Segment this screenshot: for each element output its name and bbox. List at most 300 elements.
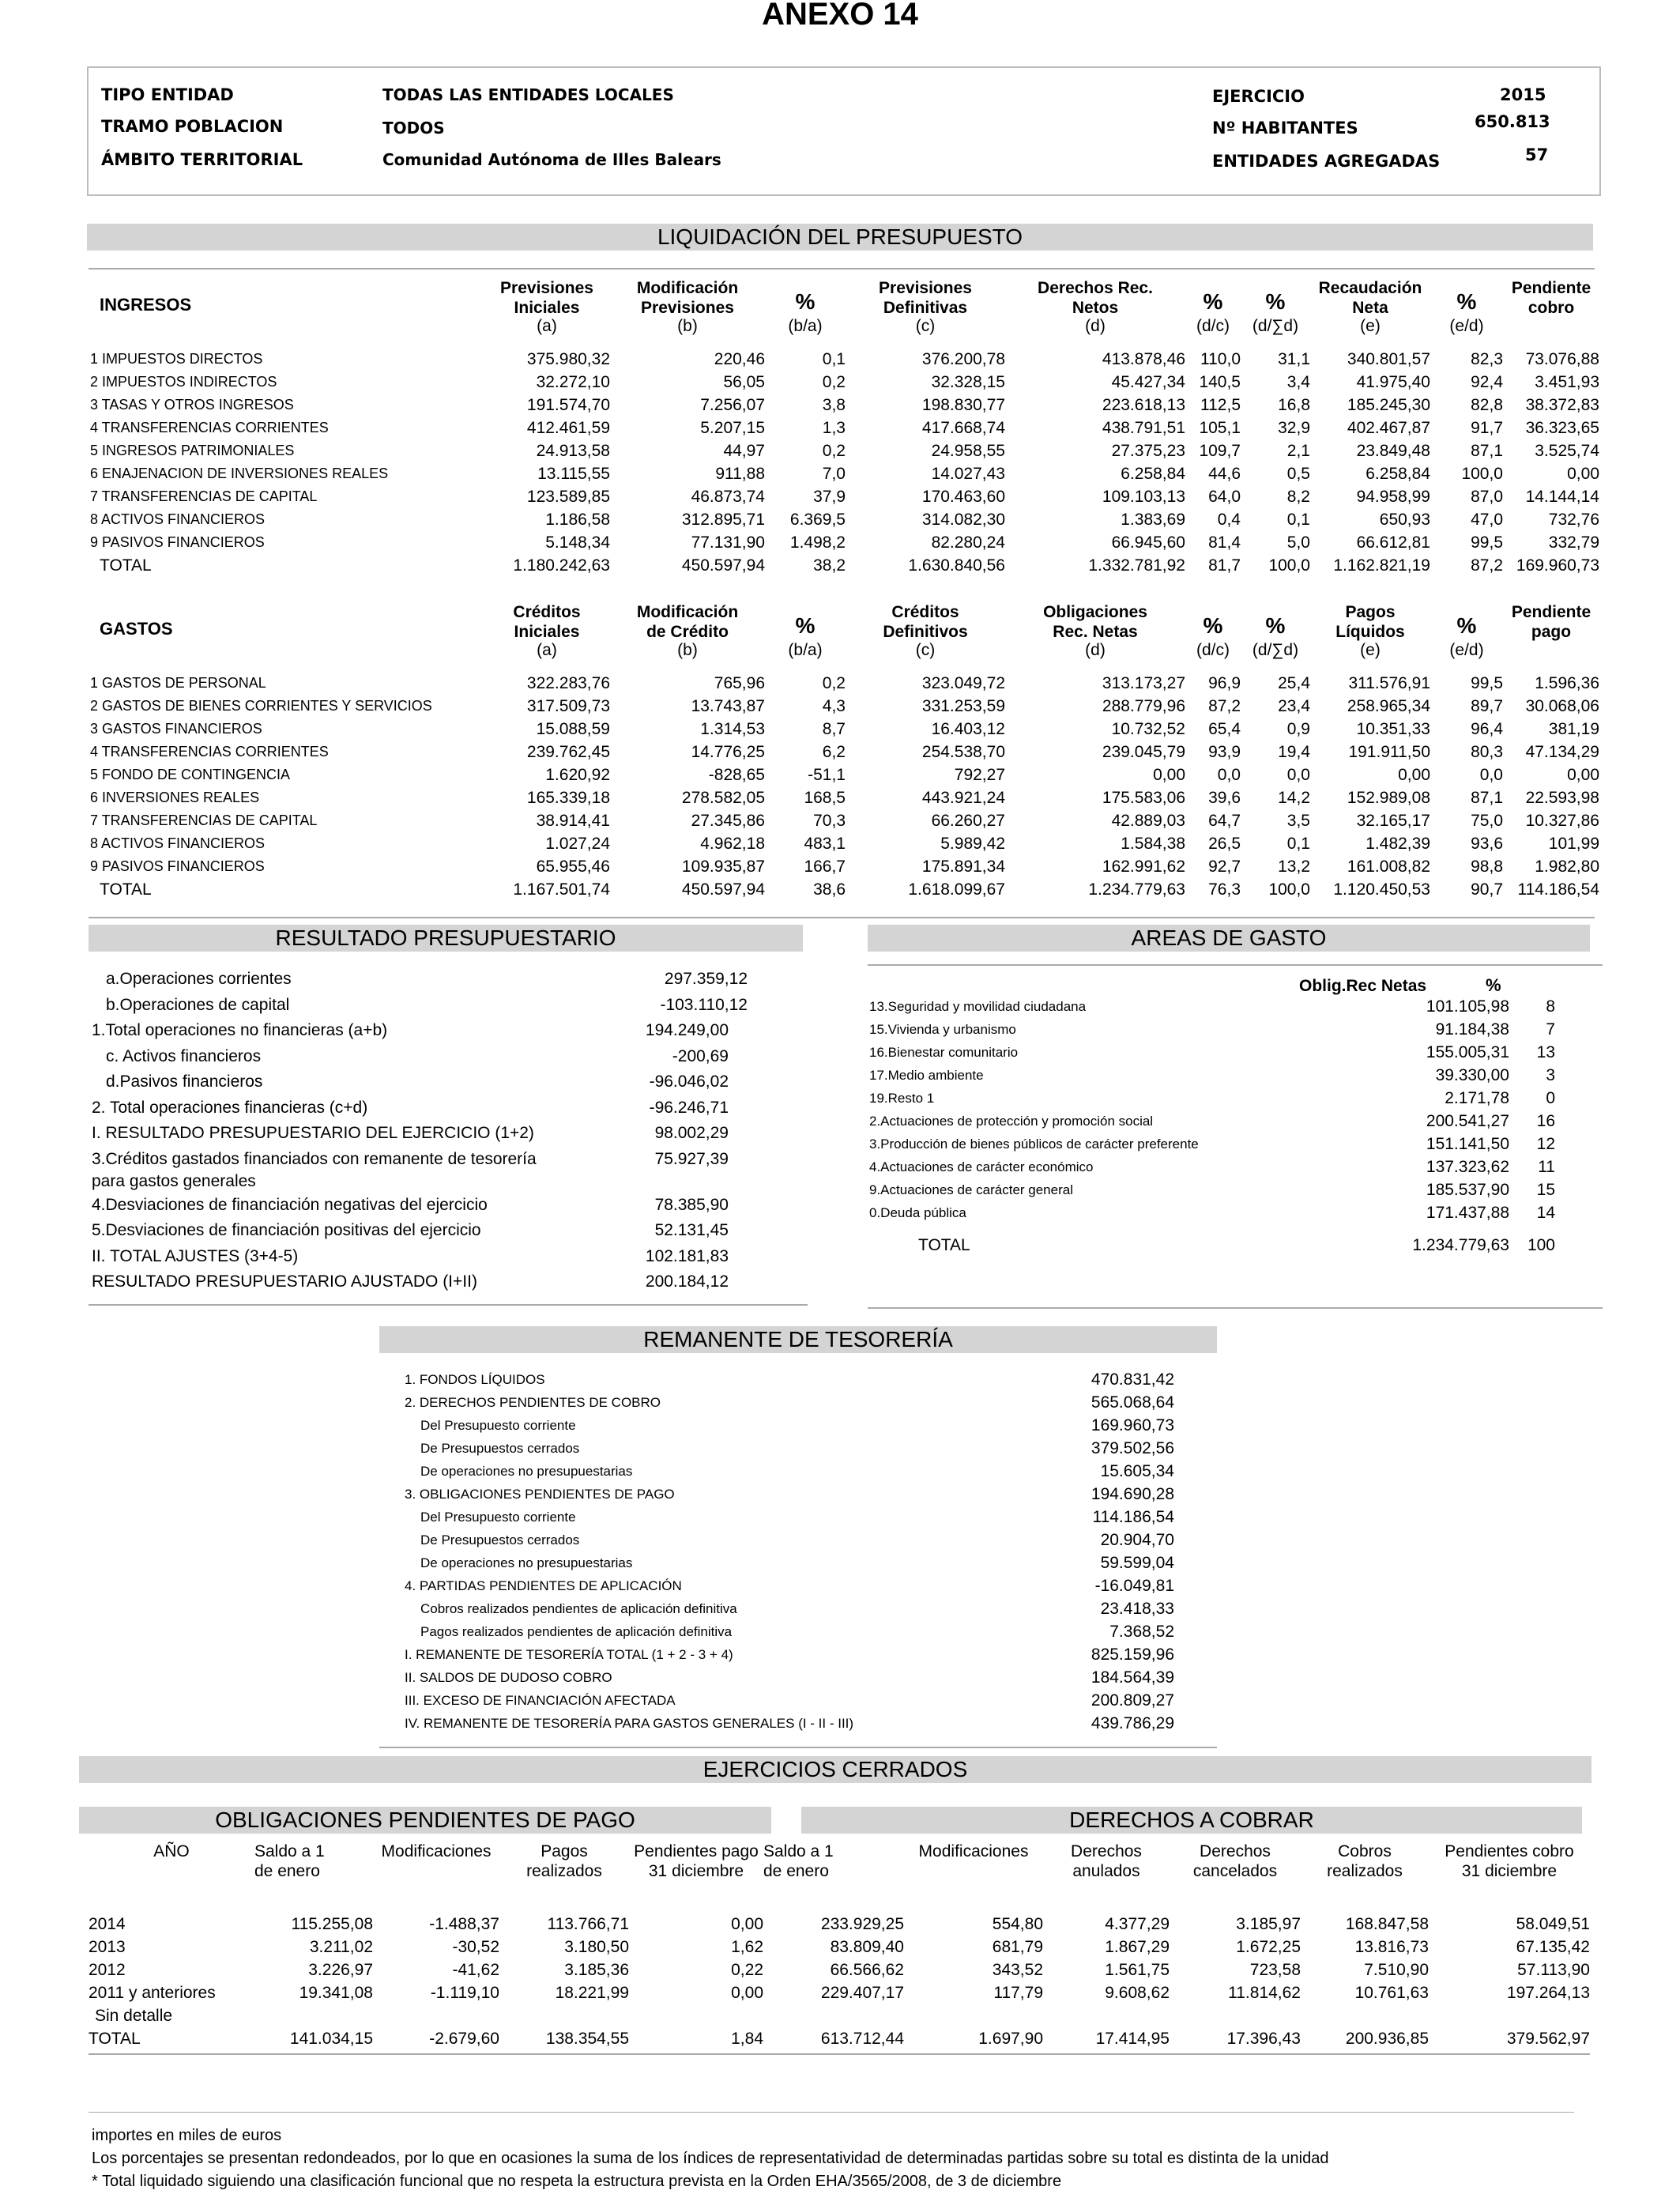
- spacer: [89, 337, 1599, 348]
- col-header-line2: Neta: [1352, 299, 1388, 317]
- col-header-line1: %: [1265, 289, 1286, 314]
- gastos-total-cell: 1.167.501,74: [513, 880, 610, 899]
- gastos-cell: 89,7: [1471, 696, 1503, 715]
- ingresos-row-label: 7 TRANSFERENCIAS DE CAPITAL: [90, 488, 318, 504]
- col-header-ref: (e): [1360, 641, 1381, 659]
- gastos-cell: 168,5: [804, 788, 846, 807]
- remanente-label: IV. REMANENTE DE TESORERÍA PARA GASTOS GENERALES (I - II - III): [405, 1716, 854, 1731]
- area-value: 2.171,78: [1445, 1089, 1509, 1107]
- remanente-value: 20.904,70: [1100, 1531, 1174, 1549]
- gastos-cell: 6,2: [822, 742, 846, 761]
- cerrados-col-header: [1043, 1842, 1170, 1892]
- gastos-cell: 765,96: [714, 673, 765, 692]
- gastos-row-label: 6 INVERSIONES REALES: [90, 790, 260, 805]
- resultado-value: 98.002,29: [654, 1124, 729, 1142]
- gastos-cell: 96,4: [1471, 719, 1503, 738]
- gastos-cell: 32.165,17: [1356, 811, 1430, 830]
- resultado-label: [92, 1148, 537, 1193]
- ingresos-col-header: [1005, 273, 1185, 337]
- col-header-ref: (a): [537, 641, 557, 659]
- ingresos-cell: 37,9: [813, 487, 846, 506]
- cerrados-cell: [373, 2004, 499, 2027]
- ingresos-row: [89, 417, 1599, 439]
- gastos-cell: 0,0: [1217, 765, 1241, 784]
- col-header-line2: 31 diciembre: [1461, 1862, 1558, 1880]
- resultado-label-line2: para gastos generales: [92, 1171, 256, 1190]
- ingresos-cell: 3,8: [822, 395, 846, 414]
- cerrados-cell: -2.679,60: [429, 2029, 499, 2048]
- gastos-col-header: [765, 598, 846, 661]
- gastos-cell: 38.914,41: [536, 811, 610, 830]
- ingresos-cell: 332,79: [1548, 533, 1599, 552]
- gastos-header-row: [89, 598, 1599, 661]
- gastos-cell: 0,00: [1153, 765, 1185, 784]
- gastos-total-cell: 1.618.099,67: [908, 880, 1005, 899]
- spacer: [89, 1892, 1590, 1913]
- col-header-line1: %: [1456, 613, 1477, 638]
- ingresos-row: [89, 508, 1599, 531]
- tipo-entidad-label: TIPO ENTIDAD: [101, 85, 234, 104]
- gastos-row: [89, 718, 1599, 741]
- remanente-row: [379, 1646, 1217, 1668]
- gastos-row-label: 3 GASTOS FINANCIEROS: [90, 721, 262, 737]
- gastos-total-cell: 76,3: [1208, 880, 1241, 899]
- gastos-row-label: 9 PASIVOS FINANCIEROS: [90, 858, 265, 874]
- cerrados-cell: 1.561,75: [1105, 1960, 1170, 1979]
- resultado-label-line1: 5.Desviaciones de financiación positivas del ejercicio: [92, 1221, 481, 1239]
- remanente-label: De operaciones no presupuestarias: [420, 1464, 633, 1479]
- ingresos-cell: 73.076,88: [1525, 349, 1599, 368]
- cerrados-col-header: [254, 1842, 373, 1892]
- area-label: 4.Actuaciones de carácter económico: [869, 1159, 1094, 1174]
- ingresos-col-header: [1241, 273, 1310, 337]
- cerrados-cell: [629, 2004, 763, 2027]
- ingresos-cell: 36.323,65: [1525, 418, 1599, 437]
- divider: [89, 2053, 1590, 2055]
- gastos-cell: 1.620,92: [545, 765, 610, 784]
- gastos-cell: 15.088,59: [536, 719, 610, 738]
- area-pct: 7: [1546, 1020, 1555, 1039]
- gastos-row-label: 2 GASTOS DE BIENES CORRIENTES Y SERVICIOS: [90, 698, 432, 714]
- cerrados-cell: -30,52: [452, 1937, 499, 1956]
- spacer-row: [89, 661, 1599, 672]
- ingresos-cell: 417.668,74: [921, 418, 1005, 437]
- ingresos-cell: 170.463,60: [921, 487, 1005, 506]
- col-header-line2: anulados: [1072, 1862, 1140, 1880]
- area-label: 13.Seguridad y movilidad ciudadana: [869, 999, 1087, 1014]
- remanente-label: 1. FONDOS LÍQUIDOS: [405, 1372, 545, 1387]
- area-row: [869, 1066, 1604, 1089]
- area-value: 91.184,38: [1435, 1020, 1509, 1039]
- tipo-entidad-value: TODAS LAS ENTIDADES LOCALES: [382, 85, 674, 104]
- ingresos-cell: 0,2: [822, 372, 846, 391]
- cerrados-cell: 9.608,62: [1105, 1983, 1170, 2002]
- col-header-line1: Créditos: [513, 603, 581, 621]
- gastos-row: [89, 832, 1599, 855]
- gastos-row: [89, 786, 1599, 809]
- ingresos-cell: 23.849,48: [1356, 441, 1430, 460]
- gastos-cell: 66.260,27: [931, 811, 1005, 830]
- ingresos-row-label: 5 INGRESOS PATRIMONIALES: [90, 443, 295, 458]
- gastos-cell: 16.403,12: [931, 719, 1005, 738]
- ingresos-cell: 6.258,84: [1365, 464, 1430, 483]
- area-value: 155.005,31: [1426, 1043, 1509, 1061]
- ingresos-row: [89, 394, 1599, 417]
- gastos-cell: 13.743,87: [691, 696, 765, 715]
- resultado-label: [106, 968, 292, 990]
- col-header-line1: Modificación: [636, 279, 739, 297]
- cerrados-total-row: [89, 2027, 1590, 2050]
- remanente-row: [379, 1416, 1217, 1439]
- ingresos-row: [89, 485, 1599, 508]
- ingresos-row-label: 8 ACTIVOS FINANCIEROS: [90, 511, 266, 527]
- ingresos-cell: 81,4: [1208, 533, 1241, 552]
- ingresos-row-label: 3 TASAS Y OTROS INGRESOS: [90, 397, 294, 413]
- ingresos-cell: 32.328,15: [931, 372, 1005, 391]
- cerrados-cell: 229.407,17: [820, 1983, 904, 2002]
- cerrados-cell: 1,84: [731, 2029, 763, 2048]
- ingresos-cell: 314.082,30: [921, 510, 1005, 529]
- remanente-label: De Presupuestos cerrados: [420, 1532, 580, 1547]
- area-value: 39.330,00: [1435, 1066, 1509, 1084]
- gastos-cell: 0,0: [1286, 765, 1310, 784]
- gastos-cell: 101,99: [1548, 834, 1599, 853]
- col-header-line2: Netos: [1072, 299, 1119, 317]
- remanente-title: REMANENTE DE TESORERÍA: [379, 1326, 1217, 1353]
- ingresos-col-header: [610, 273, 765, 337]
- ingresos-col-header: [1430, 273, 1503, 337]
- area-value: 151.141,50: [1426, 1135, 1509, 1153]
- col-header-ref: (e): [1360, 317, 1381, 335]
- ingresos-cell: 2,1: [1286, 441, 1310, 460]
- area-row: [869, 1043, 1604, 1066]
- ingresos-cell: 44,97: [723, 441, 765, 460]
- ingresos-total-row: [89, 554, 1599, 577]
- col-header-line2: Definitivas: [883, 299, 968, 317]
- resultado-row: [89, 1122, 808, 1148]
- cerrados-cell: 58.049,51: [1516, 1914, 1590, 1933]
- cerrados-row: [89, 1981, 1590, 2004]
- ambito-territorial-label: ÁMBITO TERRITORIAL: [101, 150, 303, 169]
- gastos-cell: 0,00: [1567, 765, 1599, 784]
- col-header-line1: Derechos Rec.: [1038, 279, 1153, 297]
- col-header-line1: Pendientes pago: [634, 1842, 759, 1860]
- ingresos-cell: 1.186,58: [545, 510, 610, 529]
- cerrados-row: [89, 2004, 1590, 2027]
- resultado-label-line1: b.Operaciones de capital: [106, 995, 290, 1014]
- col-header-line2: realizados: [526, 1862, 602, 1880]
- resultado-value: 78.385,90: [654, 1195, 729, 1214]
- col-header-ref: (a): [537, 317, 557, 335]
- ingresos-cell: 0,5: [1286, 464, 1310, 483]
- cerrados-year: 2011 y anteriores: [89, 1983, 216, 2002]
- liquidacion-title: LIQUIDACIÓN DEL PRESUPUESTO: [87, 224, 1593, 251]
- gastos-total-cell: 1.234.779,63: [1088, 880, 1185, 899]
- cerrados-cell: -1.488,37: [429, 1914, 499, 1933]
- ingresos-cell: 82,8: [1471, 395, 1503, 414]
- gastos-total-cell: 100,0: [1268, 880, 1310, 899]
- areas-col-pct: %: [1486, 975, 1501, 995]
- cerrados-cell: 3.226,97: [308, 1960, 373, 1979]
- remanente-value: 59.599,04: [1100, 1554, 1174, 1572]
- gastos-cell: 322.283,76: [526, 673, 610, 692]
- resultado-value: -96.246,71: [649, 1098, 729, 1117]
- ingresos-cell: 123.589,85: [526, 487, 610, 506]
- area-value: 171.437,88: [1426, 1204, 1509, 1222]
- ingresos-row: [89, 462, 1599, 485]
- gastos-cell: 239.762,45: [526, 742, 610, 761]
- col-header-line2: Líquidos: [1335, 623, 1405, 641]
- col-header-ref: (e/d): [1449, 317, 1484, 335]
- cerrados-table: [89, 1842, 1590, 2050]
- cerrados-cell: [904, 2004, 1043, 2027]
- obligaciones-title: OBLIGACIONES PENDIENTES DE PAGO: [79, 1807, 771, 1834]
- resultado-label-line1: 1.Total operaciones no financieras (a+b): [92, 1021, 388, 1039]
- cerrados-cell: -41,62: [452, 1960, 499, 1979]
- ingresos-row: [89, 348, 1599, 371]
- col-header-line2: Definitivos: [883, 623, 968, 641]
- col-header-ref: (d/∑d): [1252, 317, 1299, 335]
- col-header-line2: cancelados: [1192, 1862, 1278, 1880]
- ingresos-col-header: [1503, 273, 1599, 337]
- area-label: 3.Producción de bienes públicos de carácter preferente: [869, 1137, 1199, 1152]
- remanente-label: 4. PARTIDAS PENDIENTES DE APLICACIÓN: [405, 1578, 682, 1593]
- gastos-cell: 483,1: [804, 834, 846, 853]
- resultado-label-line1: I. RESULTADO PRESUPUESTARIO DEL EJERCICIO (1+2): [92, 1124, 534, 1142]
- ingresos-cell: 32,9: [1278, 418, 1310, 437]
- area-pct: 14: [1536, 1204, 1555, 1222]
- cerrados-cell: 11.814,62: [1228, 1983, 1301, 2002]
- resultado-label: [92, 1194, 488, 1216]
- ingresos-cell: 45.427,34: [1111, 372, 1185, 391]
- gastos-row-label: 8 ACTIVOS FINANCIEROS: [90, 835, 266, 851]
- gastos-total-cell: 114.186,54: [1517, 880, 1599, 899]
- ingresos-cell: 650,93: [1379, 510, 1430, 529]
- gastos-cell: 313.173,27: [1102, 673, 1185, 692]
- resultado-row: [89, 1220, 808, 1246]
- gastos-cell: 87,2: [1208, 696, 1241, 715]
- remanente-row: [379, 1668, 1217, 1691]
- remanente-row: [379, 1370, 1217, 1393]
- ingresos-cell: 64,0: [1208, 487, 1241, 506]
- ingresos-total-cell: 1.180.242,63: [513, 556, 610, 575]
- area-pct: 0: [1546, 1089, 1555, 1107]
- remanente-value: 23.418,33: [1100, 1600, 1174, 1618]
- gastos-cell: 381,19: [1548, 719, 1599, 738]
- area-value: 185.537,90: [1426, 1181, 1509, 1199]
- cerrados-cell: 83.809,40: [830, 1937, 904, 1956]
- ingresos-cell: 5.207,15: [700, 418, 765, 437]
- remanente-value: 200.809,27: [1090, 1691, 1174, 1710]
- gastos-col-header: [1310, 598, 1430, 661]
- ingresos-cell: 8,2: [1286, 487, 1310, 506]
- gastos-cell: 3,5: [1286, 811, 1310, 830]
- ingresos-table: [89, 273, 1599, 577]
- gastos-cell: -51,1: [808, 765, 846, 784]
- ingresos-cell: 31,1: [1278, 349, 1310, 368]
- cerrados-cell: 115.255,08: [291, 1914, 373, 1933]
- ingresos-total-cell: 100,0: [1268, 556, 1310, 575]
- spacer-row: [89, 1892, 1590, 1913]
- cerrados-year: 2012: [89, 1960, 126, 1979]
- resultado-row: [89, 1148, 808, 1194]
- remanente-row: [379, 1462, 1217, 1485]
- ingresos-cell: 32.272,10: [536, 372, 610, 391]
- area-value: 200.541,27: [1426, 1112, 1509, 1130]
- ingresos-cell: 911,88: [715, 464, 765, 483]
- remanente-value: 470.831,42: [1090, 1370, 1174, 1389]
- remanente-row: [379, 1485, 1217, 1508]
- gastos-total-cell: 38,6: [813, 880, 846, 899]
- remanente-value: 825.159,96: [1090, 1646, 1174, 1664]
- ingresos-total-label: TOTAL: [100, 556, 152, 575]
- col-header-line1: %: [795, 613, 816, 638]
- area-total-row: [869, 1236, 1604, 1260]
- cerrados-cell: 141.034,15: [289, 2029, 373, 2048]
- gastos-cell: 65,4: [1208, 719, 1241, 738]
- footnote-classification: * Total liquidado siguiendo una clasificación funcional que no respeta la estructura prevista en la Orden EHA/3565/2008, de 3 de diciembre: [92, 2173, 1062, 2190]
- resultado-label-line1: d.Pasivos financieros: [106, 1072, 263, 1091]
- area-pct: 8: [1546, 997, 1555, 1016]
- ingresos-row-label: 4 TRANSFERENCIAS CORRIENTES: [90, 420, 329, 435]
- resultado-title: RESULTADO PRESUPUESTARIO: [89, 925, 803, 952]
- col-header-line2: de enero: [254, 1862, 320, 1880]
- resultado-row: [89, 1194, 808, 1220]
- remanente-value: 7.368,52: [1109, 1623, 1174, 1641]
- area-pct: 15: [1536, 1181, 1555, 1199]
- ingresos-cell: 99,5: [1471, 533, 1503, 552]
- cerrados-cell: -1.119,10: [430, 1983, 499, 2002]
- gastos-cell: 331.253,59: [921, 696, 1005, 715]
- divider: [89, 2112, 1574, 2113]
- remanente-row: [379, 1531, 1217, 1554]
- gastos-cell: 0,9: [1286, 719, 1310, 738]
- gastos-row-label: 5 FONDO DE CONTINGENCIA: [90, 767, 291, 782]
- ingresos-cell: 223.618,13: [1102, 395, 1185, 414]
- cerrados-cell: [763, 2004, 904, 2027]
- gastos-cell: 93,9: [1208, 742, 1241, 761]
- cerrados-cell: 10.761,63: [1354, 1983, 1429, 2002]
- area-row: [869, 1158, 1604, 1181]
- cerrados-cell: 379.562,97: [1506, 2029, 1590, 2048]
- area-total-label: TOTAL: [918, 1236, 970, 1254]
- tramo-poblacion-value: TODOS: [382, 119, 445, 138]
- cerrados-col-header: [904, 1842, 1043, 1892]
- cerrados-cell: 3.185,97: [1236, 1914, 1301, 1933]
- ingresos-col-header: [1185, 273, 1241, 337]
- gastos-cell: 1.482,39: [1365, 834, 1430, 853]
- resultado-row: [89, 994, 808, 1020]
- ingresos-cell: 66.945,60: [1111, 533, 1185, 552]
- col-header-line1: Derechos: [1071, 1842, 1142, 1860]
- cerrados-col-header: [1170, 1842, 1301, 1892]
- resultado-label: [92, 1020, 387, 1042]
- remanente-value: 114.186,54: [1092, 1508, 1174, 1526]
- gastos-cell: 14.776,25: [691, 742, 765, 761]
- area-label: 0.Deuda pública: [869, 1205, 966, 1220]
- gastos-cell: 0,0: [1479, 765, 1503, 784]
- ingresos-cell: 0,1: [822, 349, 846, 368]
- ingresos-section-label: INGRESOS: [100, 295, 192, 315]
- gastos-cell: 288.779,96: [1102, 696, 1185, 715]
- cerrados-row: [89, 1913, 1590, 1936]
- ingresos-cell: 402.467,87: [1347, 418, 1430, 437]
- gastos-cell: 162.991,62: [1102, 857, 1185, 876]
- resultado-label-line1: c. Activos financieros: [106, 1046, 262, 1065]
- remanente-label: Pagos realizados pendientes de aplicación definitiva: [420, 1624, 733, 1639]
- gastos-col-header: [1005, 598, 1185, 661]
- cerrados-cell: [254, 2004, 373, 2027]
- gastos-col-header: [484, 598, 610, 661]
- gastos-cell: 22.593,98: [1525, 788, 1599, 807]
- ingresos-cell: 87,0: [1471, 487, 1503, 506]
- ingresos-cell: 3.451,93: [1535, 372, 1599, 391]
- cerrados-cell: 168.847,58: [1345, 1914, 1429, 1933]
- gastos-cell: 175.891,34: [921, 857, 1005, 876]
- resultado-value: 200.184,12: [645, 1272, 729, 1291]
- gastos-cell: 311.576,91: [1348, 673, 1430, 692]
- col-header-ref: [1503, 318, 1599, 335]
- ingresos-cell: 140,5: [1199, 372, 1241, 391]
- col-header-line1: Pendiente: [1511, 279, 1591, 297]
- area-value: 137.323,62: [1426, 1158, 1509, 1176]
- footnote-rounding: Los porcentajes se presentan redondeados, por lo que en ocasiones la suma de los índices de representatividad de determinadas partidas sobre su total es distinta de la unidad: [92, 2150, 1329, 2167]
- resultado-label-line1: RESULTADO PRESUPUESTARIO AJUSTADO (I+II): [92, 1272, 477, 1291]
- col-header-line2: 31 diciembre: [648, 1862, 744, 1880]
- col-header-line1: Obligaciones: [1043, 603, 1147, 621]
- remanente-value: -16.049,81: [1094, 1577, 1174, 1595]
- resultado-value: 194.249,00: [645, 1021, 729, 1039]
- ingresos-total-cell: 1.630.840,56: [908, 556, 1005, 575]
- page-title: ANEXO 14: [762, 0, 918, 32]
- ingresos-cell: 438.791,51: [1102, 418, 1185, 437]
- cerrados-cell: 4.377,29: [1105, 1914, 1170, 1933]
- ejercicio-value: 2015: [1500, 85, 1546, 104]
- col-header-line1: Saldo a 1: [254, 1842, 325, 1860]
- gastos-cell: 1.027,24: [545, 834, 610, 853]
- gastos-total-cell: 1.120.450,53: [1333, 880, 1430, 899]
- gastos-cell: 70,3: [813, 811, 846, 830]
- gastos-cell: 166,7: [804, 857, 846, 876]
- footnote-units: importes en miles de euros: [92, 2127, 282, 2144]
- gastos-cell: 4.962,18: [700, 834, 765, 853]
- divider: [89, 1304, 808, 1306]
- ingresos-cell: 5,0: [1286, 533, 1310, 552]
- gastos-cell: 14,2: [1278, 788, 1310, 807]
- gastos-cell: 23,4: [1278, 696, 1310, 715]
- col-header-ref: (c): [915, 641, 936, 659]
- resultado-label: [106, 1071, 262, 1093]
- gastos-col-header: [1430, 598, 1503, 661]
- resultado-label-line1: a.Operaciones corrientes: [106, 970, 292, 988]
- col-header-line1: AÑO: [153, 1842, 190, 1860]
- col-header-line1: Pagos: [1345, 603, 1396, 621]
- resultado-label-line1: 4.Desviaciones de financiación negativas del ejercicio: [92, 1195, 488, 1214]
- gastos-cell: 10.351,33: [1356, 719, 1430, 738]
- divider: [89, 917, 1595, 918]
- gastos-row: [89, 809, 1599, 832]
- gastos-cell: 109.935,87: [681, 857, 765, 876]
- gastos-col-header: [846, 598, 1005, 661]
- gastos-cell: 443.921,24: [921, 788, 1005, 807]
- gastos-cell: 0,00: [1398, 765, 1430, 784]
- area-row: [869, 1135, 1604, 1158]
- col-header-line2: Previsiones: [641, 299, 734, 317]
- remanente-label: 2. DERECHOS PENDIENTES DE COBRO: [405, 1395, 661, 1410]
- area-label: 16.Bienestar comunitario: [869, 1045, 1019, 1060]
- col-header-line1: %: [1203, 289, 1223, 314]
- cerrados-cell: 117,79: [993, 1983, 1043, 2002]
